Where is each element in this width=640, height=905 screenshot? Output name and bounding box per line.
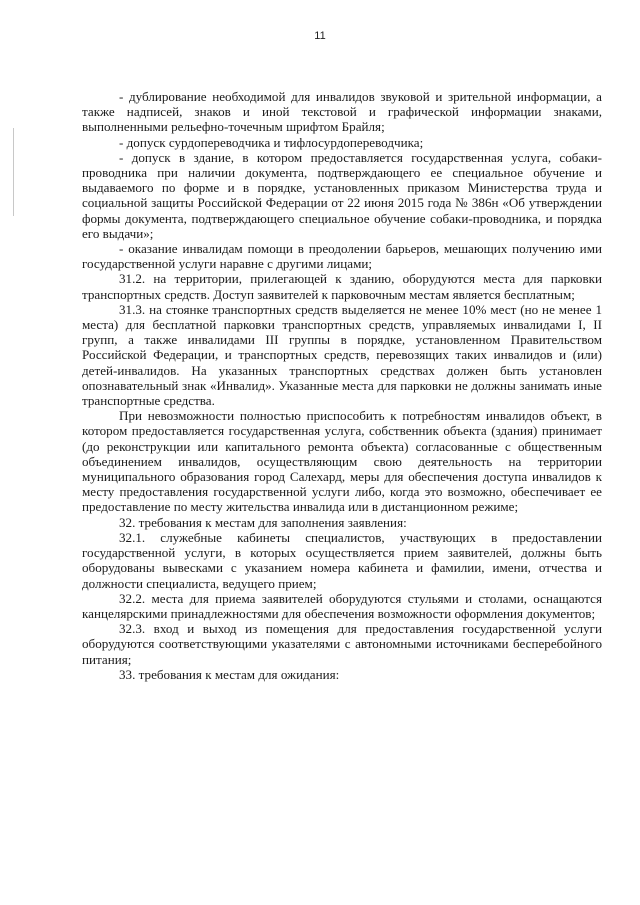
scan-artifact-line <box>13 128 14 216</box>
paragraph-33: 33. требования к местам для ожидания: <box>119 666 340 682</box>
paragraph-31-2: 31.2. на территории, прилегающей к зданию, оборудуются места для парковки транспортных средств. Доступ заявителей к парковочным местам является бесплатным; <box>82 271 602 302</box>
paragraph-braille-duplication: - дублирование необходимой для инвалидов звуковой и зрительной информации, а также надписей, знаков и иной текстовой и графической информации знаками, выполненными рельефно-точечным шрифтом Брайля; <box>82 89 602 135</box>
paragraph-32-1: 32.1. служебные кабинеты специалистов, участвующих в предоставлении государственной услуги, в которых осуществляется прием заявителей, должны быть оборудованы вывесками с указанием номера кабинета и фамилии, имени, отчества и должности специалиста, ведущего прием; <box>82 529 602 591</box>
paragraph-32: 32. требования к местам для заполнения заявления: <box>119 514 407 530</box>
paragraph-32-3: 32.3. вход и выход из помещения для предоставления государственной услуги оборудуются соответствующими указателями с автономными источниками бесперебойного питания; <box>82 621 602 667</box>
paragraph-32-2: 32.2. места для приема заявителей оборудуются стульями и столами, оснащаются канцелярскими принадлежностями для обеспечения возможности оформления документов; <box>82 590 602 621</box>
paragraph-accessibility-measures: При невозможности полностью приспособить к потребностям инвалидов объект, в котором предоставляется государственная услуга, собственник объекта (здания) принимает (до реконструкции или капитального ремонта объекта) согласованные с общественным объединением инвалидов, осуществляющим свою деятельность на территории муниципального образования город Салехард, меры для обеспечения доступа инвалидов к месту предоставления государственной услуги либо, когда это возможно, обеспечивает ее предоставление по месту жительства инвалида или в дистанционном режиме; <box>82 408 602 515</box>
paragraph-guide-dog: - допуск в здание, в котором предоставляется государственная услуга, собаки-проводника при наличии документа, подтверждающего ее специальное обучение и выдаваемого по форме и в порядке, установленных приказом Министерства труда и социальной защиты Российской Федерации от 22 июня 2015 года № 386н «Об утверждении формы документа, подтверждающего специальное обучение собаки-проводника, и порядка его выдачи»; <box>82 149 602 241</box>
paragraph-31-3: 31.3. на стоянке транспортных средств выделяется не менее 10% мест (но не менее 1 места) для бесплатной парковки транспортных средств, управляемых инвалидами I, II групп, а также инвалидами III группы в порядке, установленном Правительством Российской Федерации, и транспортных средств, перевозящих таких инвалидов и (или) детей-инвалидов. На указанных транспортных средствах должен быть установлен опознавательный знак «Инвалид». Указанные места для парковки не должны занимать иные транспортные средства. <box>82 301 602 409</box>
paragraph-assistance: - оказание инвалидам помощи в преодолении барьеров, мешающих получению ими государственной услуги наравне с другими лицами; <box>82 241 602 272</box>
paragraph-sign-interpreter: - допуск сурдопереводчика и тифлосурдопереводчика; <box>119 134 424 150</box>
document-body <box>82 89 602 682</box>
page-number: 11 <box>314 30 326 42</box>
